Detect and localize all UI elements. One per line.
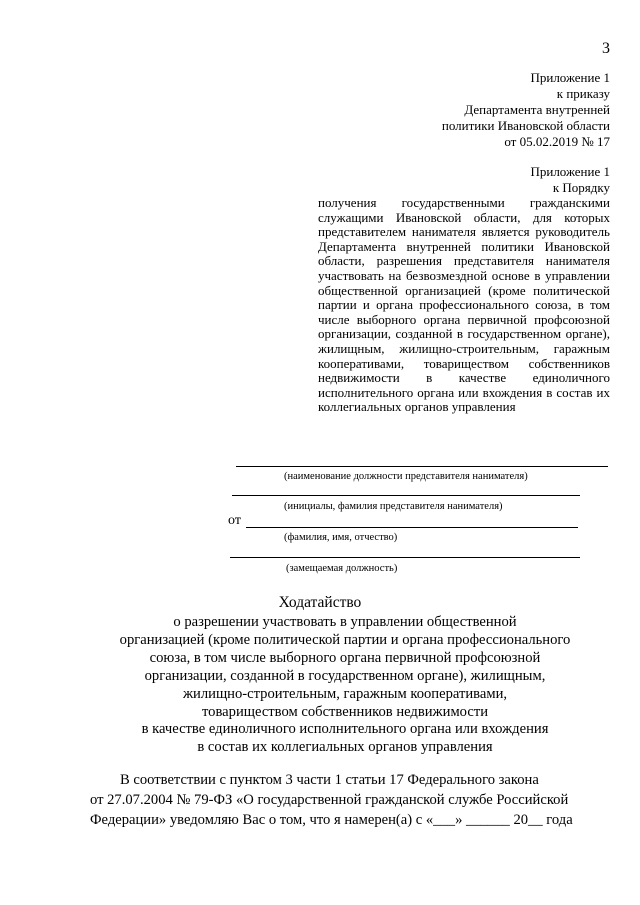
page-number: 3 (602, 40, 610, 57)
procedure-appendix-header (530, 164, 610, 196)
appendix-line: Департамента внутренней (464, 102, 610, 117)
subtitle-line: союза, в том числе выборного органа первичной профсоюзной (149, 649, 541, 666)
appendix-line: от 05.02.2019 № 17 (504, 134, 610, 149)
subtitle-line: о разрешении участвовать в управлении общественной (173, 614, 517, 630)
appendix-line: к приказу (556, 86, 610, 101)
order-appendix-header (442, 70, 610, 150)
appendix-line: Приложение 1 (530, 164, 610, 179)
petition-title: Ходатайство (278, 594, 362, 611)
subtitle-line: товариществом собственников недвижимости (201, 703, 489, 720)
petition-body (90, 770, 610, 830)
applicant-name-caption: (фамилия, имя, отчество) (284, 532, 398, 543)
procedure-description: получения государственными гражданскими служащими Ивановской области, для которых представителем нанимателя является руководитель Департамента внутренней политики Ивановской области, разрешения представителя нанимателя участвовать на безвозмездной основе в управлении общественной организацией (кроме политической партии и органа профессионального союза, в том числе выборного органа первичной профсоюзной организации, созданной в государственном органе), жилищным, жилищно-строительным, гаражным кооперативами, товариществом собственников недвижимости в качестве единоличного исполнительного органа или вхождения в состав их коллегиальных органов управления (318, 195, 610, 415)
appendix-line: Приложение 1 (530, 70, 610, 85)
subtitle-line: организацией (кроме политической партии и органа профессионального (119, 631, 571, 648)
employer-position-caption: (наименование должности представителя нанимателя) (284, 471, 528, 482)
subtitle-line: в состав их коллегиальных органов управления (197, 739, 493, 756)
appendix-line: к Порядку (552, 180, 610, 195)
body-line: Федерации» уведомляю Вас о том, что я намерен(а) с «___» ______ 20__ года (90, 812, 573, 828)
body-line: от 27.07.2004 № 79-ФЗ «О государственной гражданской службе Российской (90, 792, 569, 808)
subtitle-line: жилищно-строительным, гаражным кооперативами, (182, 685, 508, 702)
appendix-line: политики Ивановской области (441, 118, 610, 133)
body-line: В соответствии с пунктом 3 части 1 статьи 17 Федерального закона (120, 772, 539, 788)
employer-position-field[interactable] (236, 466, 608, 467)
petition-subtitle (90, 614, 600, 757)
applicant-position-caption: (замещаемая должность) (286, 563, 398, 574)
employer-name-caption: (инициалы, фамилия представителя нанимателя) (284, 501, 503, 512)
applicant-name-field[interactable] (246, 527, 578, 528)
subtitle-line: организации, созданной в государственном органе), жилищным, (144, 667, 546, 684)
applicant-position-field[interactable] (230, 557, 580, 558)
subtitle-line: в качестве единоличного исполнительного органа или вхождения (141, 721, 549, 738)
employer-name-field[interactable] (232, 495, 580, 496)
from-label: от (228, 513, 241, 528)
